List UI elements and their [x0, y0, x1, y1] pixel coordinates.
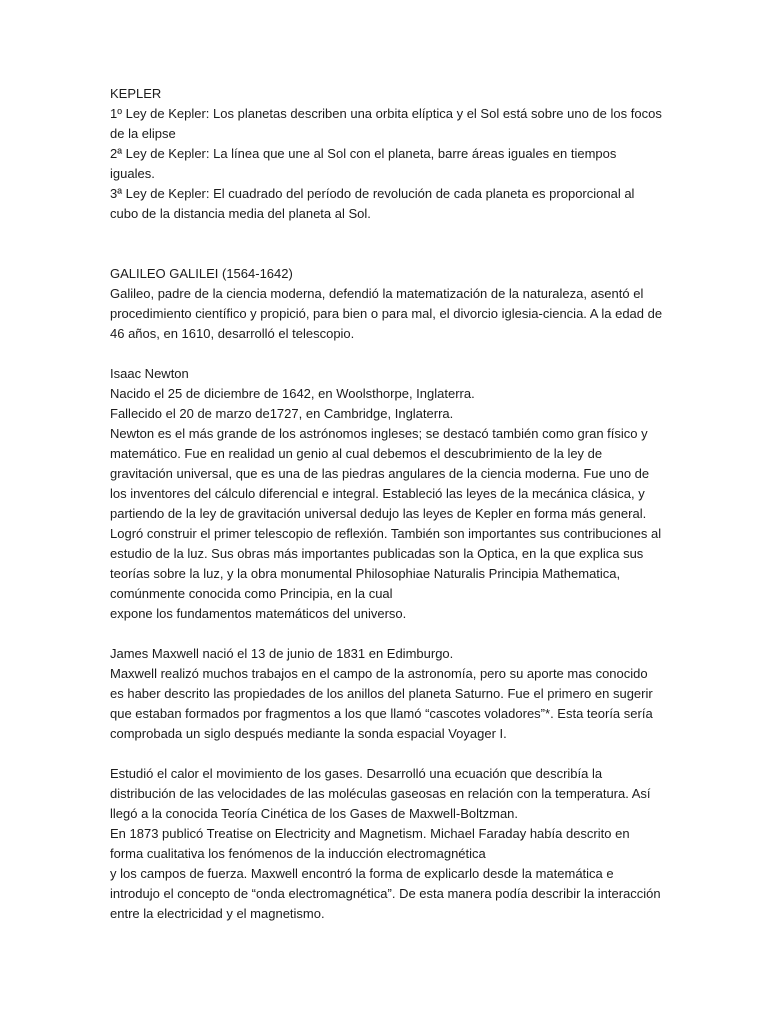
newton-line: expone los fundamentos matemáticos del universo. [110, 606, 407, 621]
section-spacer [110, 224, 670, 264]
maxwell-gases-line: Estudió el calor el movimiento de los gases. Desarrolló una ecuación que describía la [110, 766, 603, 781]
newton-line: partiendo de la ley de gravitación universal dedujo las leyes de Kepler en forma más general. [110, 506, 647, 521]
kepler-heading: KEPLER [110, 86, 162, 101]
kepler-line: de la elipse [110, 126, 176, 141]
maxwell-gases-section [110, 764, 670, 924]
maxwell-line: comprobada un siglo después mediante la sonda espacial Voyager I. [110, 726, 507, 741]
maxwell-gases-line: forma cualitativa los fenómenos de la inducción electromagnética [110, 846, 486, 861]
newton-line: Logró construir el primer telescopio de reflexión. También son importantes sus contribuciones al [110, 526, 662, 541]
newton-line: gravitación universal, que es una de las piedras angulares de la ciencia moderna. Fue uno de [110, 466, 650, 481]
kepler-line: 1º Ley de Kepler: Los planetas describen una orbita elíptica y el Sol está sobre uno de los focos [110, 106, 662, 121]
newton-line: teorías sobre la luz, y la obra monumental Philosophiae Naturalis Principia Mathematica, [110, 566, 621, 581]
galileo-section [110, 264, 670, 344]
newton-line: matemático. Fue en realidad un genio al cual debemos el descubrimiento de la ley de [110, 446, 603, 461]
maxwell-gases-line: introdujo el concepto de “onda electromagnética”. De esta manera podía describir la interacción [110, 886, 661, 901]
maxwell-line: que estaban formados por fragmentos a los que llamó “cascotes voladores”*. Esta teoría sería [110, 706, 653, 721]
newton-section [110, 364, 670, 624]
document-page [110, 84, 670, 924]
kepler-line: cubo de la distancia media del planeta al Sol. [110, 206, 371, 221]
newton-line: los inventores del cálculo diferencial e integral. Estableció las leyes de la mecánica clásica, y [110, 486, 645, 501]
maxwell-gases-line: y los campos de fuerza. Maxwell encontró la forma de explicarlo desde la matemática e [110, 866, 614, 881]
galileo-heading: GALILEO GALILEI (1564-1642) [110, 266, 293, 281]
newton-heading: Isaac Newton [110, 366, 189, 381]
kepler-line: iguales. [110, 166, 155, 181]
maxwell-line: es haber descrito las propiedades de los anillos del planeta Saturno. Fue el primero en sugerir [110, 686, 653, 701]
newton-line: Fallecido el 20 de marzo de1727, en Cambridge, Inglaterra. [110, 406, 454, 421]
maxwell-gases-line: En 1873 publicó Treatise on Electricity and Magnetism. Michael Faraday había descrito en [110, 826, 630, 841]
section-spacer [110, 744, 670, 764]
section-spacer [110, 624, 670, 644]
galileo-line: procedimiento científico y propició, para bien o para mal, el divorcio iglesia-ciencia. A la edad de [110, 306, 663, 321]
newton-line: Nacido el 25 de diciembre de 1642, en Woolsthorpe, Inglaterra. [110, 386, 475, 401]
maxwell-line: Maxwell realizó muchos trabajos en el campo de la astronomía, pero su aporte mas conocido [110, 666, 648, 681]
newton-line: comúnmente conocida como Principia, en la cual [110, 586, 393, 601]
kepler-line: 2ª Ley de Kepler: La línea que une al Sol con el planeta, barre áreas iguales en tiempos [110, 146, 617, 161]
newton-line: Newton es el más grande de los astrónomos ingleses; se destacó también como gran físico y [110, 426, 648, 441]
maxwell-line: James Maxwell nació el 13 de junio de 1831 en Edimburgo. [110, 646, 454, 661]
galileo-line: Galileo, padre de la ciencia moderna, defendió la matematización de la naturaleza, asentó el [110, 286, 644, 301]
galileo-line: 46 años, en 1610, desarrolló el telescopio. [110, 326, 355, 341]
maxwell-gases-line: llegó a la conocida Teoría Cinética de los Gases de Maxwell-Boltzman. [110, 806, 519, 821]
section-spacer [110, 344, 670, 364]
kepler-line: 3ª Ley de Kepler: El cuadrado del período de revolución de cada planeta es proporcional al [110, 186, 635, 201]
maxwell-gases-line: entre la electricidad y el magnetismo. [110, 906, 325, 921]
maxwell-section [110, 644, 670, 744]
maxwell-gases-line: distribución de las velocidades de las moléculas gaseosas en relación con la temperatura. Así [110, 786, 651, 801]
kepler-section [110, 84, 670, 224]
newton-line: estudio de la luz. Sus obras más importantes publicadas son la Optica, en la que explica sus [110, 546, 644, 561]
